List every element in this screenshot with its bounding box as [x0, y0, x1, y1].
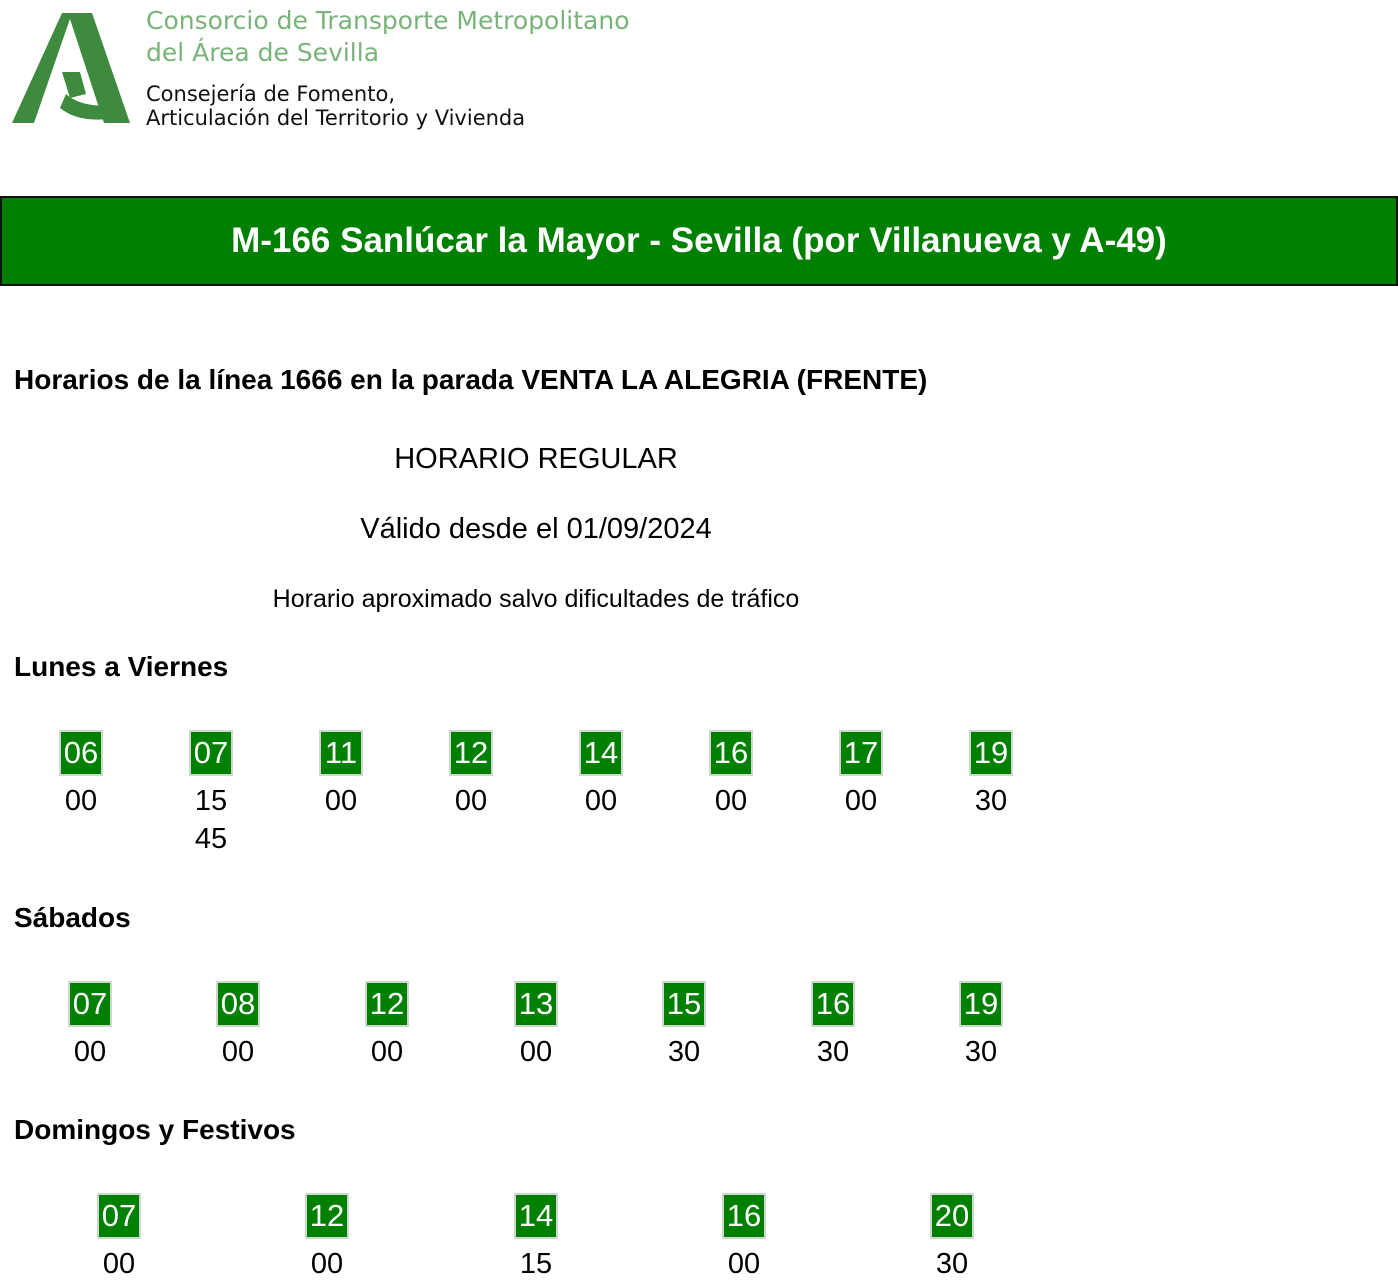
minute-value: 30 — [974, 785, 1008, 817]
junta-andalucia-logo-icon — [10, 10, 132, 128]
hour-badge: 14 — [579, 730, 623, 776]
minute-value: 00 — [64, 785, 98, 817]
section-title-weekdays: Lunes a Viernes — [14, 651, 229, 682]
route-title-bar — [0, 196, 1398, 286]
hour-column — [357, 981, 417, 1071]
hour-badge: 12 — [305, 1193, 349, 1239]
stop-heading: Horarios de la línea 1666 en la parada VENTA LA ALEGRIA (FRENTE) — [14, 364, 928, 395]
hour-badge: 16 — [811, 981, 855, 1027]
hour-column — [51, 730, 111, 820]
hour-badge: 07 — [189, 730, 233, 776]
minute-value: 45 — [194, 823, 228, 855]
hour-badge: 06 — [59, 730, 103, 776]
department-name-line1: Consejería de Fomento, — [146, 82, 395, 106]
hour-badge: 14 — [514, 1193, 558, 1239]
hour-badge: 08 — [216, 981, 260, 1027]
minute-value: 00 — [102, 1248, 136, 1280]
minute-value: 00 — [584, 785, 618, 817]
minute-value: 15 — [194, 785, 228, 817]
route-title: M-166 Sanlúcar la Mayor - Sevilla (por Villanueva y A-49) — [231, 221, 1167, 260]
hour-badge: 16 — [722, 1193, 766, 1239]
minute-value: 00 — [844, 785, 878, 817]
section-title-saturdays: Sábados — [14, 902, 131, 933]
hour-column — [60, 981, 120, 1071]
hour-column — [297, 1193, 357, 1283]
hour-column — [831, 730, 891, 820]
hour-badge: 13 — [514, 981, 558, 1027]
hour-column — [89, 1193, 149, 1283]
minute-value: 00 — [324, 785, 358, 817]
hour-badge: 17 — [839, 730, 883, 776]
consortium-name-line2: del Área de Sevilla — [146, 38, 380, 67]
hour-badge: 19 — [969, 730, 1013, 776]
minute-value: 00 — [714, 785, 748, 817]
hour-column — [961, 730, 1021, 820]
schedule-type: HORARIO REGULAR — [394, 443, 678, 475]
minute-value: 15 — [519, 1248, 553, 1280]
consortium-name-line1: Consorcio de Transporte Metropolitano — [146, 6, 630, 35]
hour-badge: 12 — [449, 730, 493, 776]
minute-value: 00 — [727, 1248, 761, 1280]
hour-column — [803, 981, 863, 1071]
hour-badge: 16 — [709, 730, 753, 776]
hour-column — [311, 730, 371, 820]
hour-badge: 20 — [930, 1193, 974, 1239]
department-name-line2: Articulación del Territorio y Vivienda — [146, 106, 526, 130]
hour-column — [654, 981, 714, 1071]
minute-value: 00 — [221, 1036, 255, 1068]
hour-badge: 07 — [68, 981, 112, 1027]
hour-column — [441, 730, 501, 820]
hour-column — [701, 730, 761, 820]
minute-value: 00 — [519, 1036, 553, 1068]
hour-badge: 12 — [365, 981, 409, 1027]
hour-column — [208, 981, 268, 1071]
hour-badge: 19 — [959, 981, 1003, 1027]
hour-column — [714, 1193, 774, 1283]
hour-column — [181, 730, 241, 858]
minute-value: 30 — [964, 1036, 998, 1068]
hour-badge: 07 — [97, 1193, 141, 1239]
minute-value: 00 — [454, 785, 488, 817]
minute-value: 00 — [73, 1036, 107, 1068]
hour-column — [922, 1193, 982, 1283]
minute-value: 30 — [816, 1036, 850, 1068]
hour-column — [571, 730, 631, 820]
valid-from: Válido desde el 01/09/2024 — [360, 513, 712, 545]
traffic-note: Horario aproximado salvo dificultades de tráfico — [272, 585, 800, 613]
minute-value: 00 — [370, 1036, 404, 1068]
hour-column — [506, 1193, 566, 1283]
minute-value: 30 — [667, 1036, 701, 1068]
hour-column — [506, 981, 566, 1071]
minute-value: 00 — [310, 1248, 344, 1280]
hour-badge: 11 — [319, 730, 363, 776]
hour-badge: 15 — [662, 981, 706, 1027]
section-title-sundays: Domingos y Festivos — [14, 1114, 296, 1145]
minute-value: 30 — [935, 1248, 969, 1280]
hour-column — [951, 981, 1011, 1071]
